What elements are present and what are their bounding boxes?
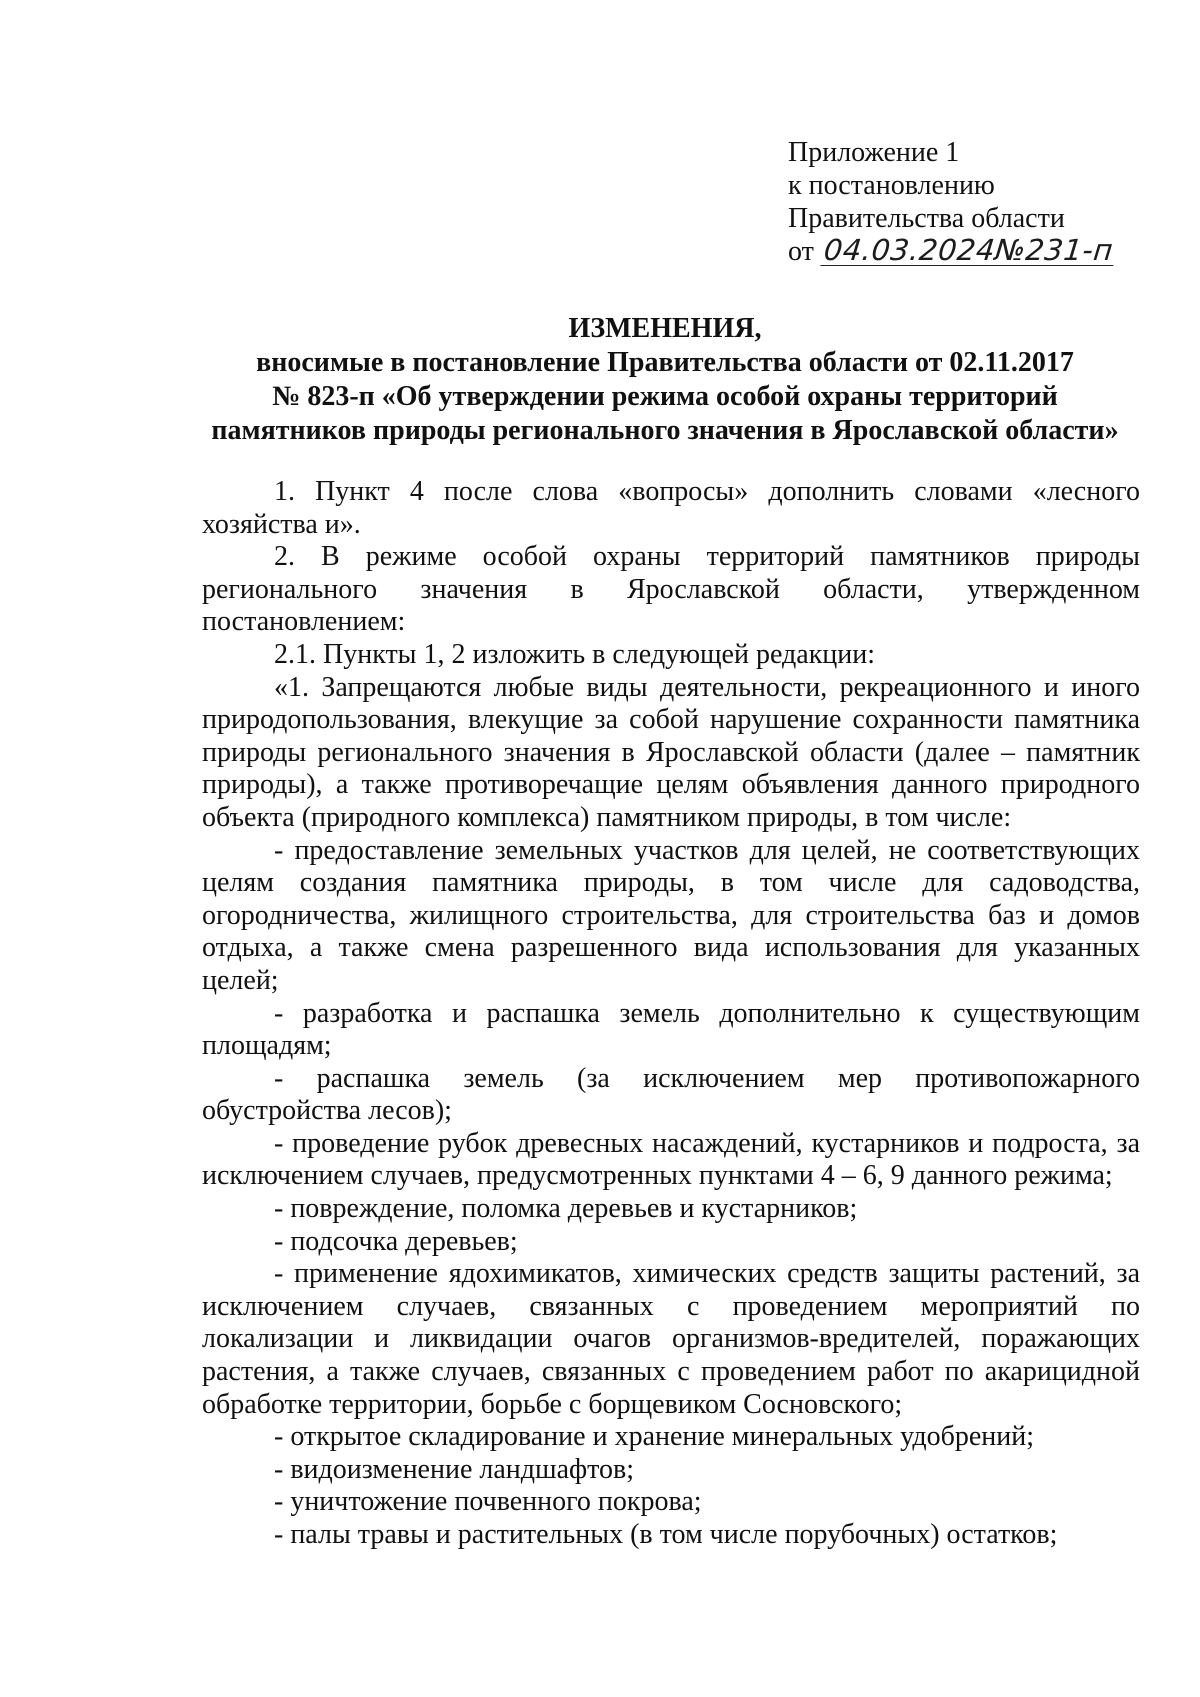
list-item: - повреждение, поломка деревьев и кустарников; [274, 1193, 858, 1225]
appendix-line-3: Правительства области [788, 203, 1065, 234]
paragraph: «1. Запрещаются любые виды деятельности, рекреационного и иного природопользования, влекущие за собой нарушение сохранности памятника природы регионального значения в Ярославской области (далее – памятник природы), а также противоречащие целям объявления данного природного объекта (природного комплекса) памятником природы, в том числе: [202, 671, 1140, 833]
list-item: - палы травы и растительных (в том числе порубочных) остатков; [274, 1519, 1058, 1550]
date-prefix: от [788, 236, 814, 267]
title-line-4: памятников природы регионального значения в Ярославской области» [211, 415, 1119, 446]
list-item: - разработка и распашка земель дополнительно к существующим площадям; [202, 997, 1140, 1062]
list-item: - видоизменение ландшафтов; [274, 1453, 635, 1485]
title-main: ИЗМЕНЕНИЯ, [568, 313, 762, 344]
list-item: - уничтожение почвенного покрова; [274, 1486, 702, 1518]
paragraph: 1. Пункт 4 после слова «вопросы» дополнить словами «лесного хозяйства и». [202, 476, 1140, 540]
appendix-line-1: Приложение 1 [788, 137, 960, 168]
title-line-3: № 823-п «Об утверждении режима особой охраны территорий [272, 381, 1058, 412]
appendix-date-line [788, 235, 1115, 268]
document-body [202, 476, 1140, 1552]
list-item: - распашка земель (за исключением мер противопожарного обустройства лесов); [202, 1062, 1140, 1127]
list-item: - применение ядохимикатов, химических средств защиты растений, за исключением случаев, связанных с проведением мероприятий по локализации и ликвидации очагов организмов-вредителей, поражающих растения, а также случаев, связанных с проведением работ по акарицидной обработке территории, борьбе с борщевиком Сосновского; [202, 1258, 1140, 1420]
handwritten-date: 04.03.2024№231-п [822, 233, 1115, 267]
title-line-2: вносимые в постановление Правительства области от 02.11.2017 [256, 347, 1074, 378]
appendix-line-2: к постановлению [788, 170, 995, 201]
document-title [190, 312, 1140, 448]
paragraph: 2. В режиме особой охраны территорий памятников природы регионального значения в Ярославской области, утвержденном постановлением: [202, 541, 1140, 638]
list-item: - предоставление земельных участков для целей, не соответствующих целям создания памятника природы, в том числе для садоводства, огородничества, жилищного строительства, для строительства баз и домов отдыха, а также смена разрешенного вида использования для указанных целей; [202, 834, 1140, 996]
list-item: - проведение рубок древесных насаждений, кустарников и подроста, за исключением случаев, предусмотренных пунктами 4 – 6, 9 данного режима; [202, 1127, 1140, 1192]
paragraph: 2.1. Пункты 1, 2 изложить в следующей редакции: [274, 638, 876, 670]
list-item: - открытое складирование и хранение минеральных удобрений; [274, 1421, 1035, 1453]
list-item: - подсочка деревьев; [274, 1225, 518, 1257]
appendix-header [788, 136, 1115, 268]
